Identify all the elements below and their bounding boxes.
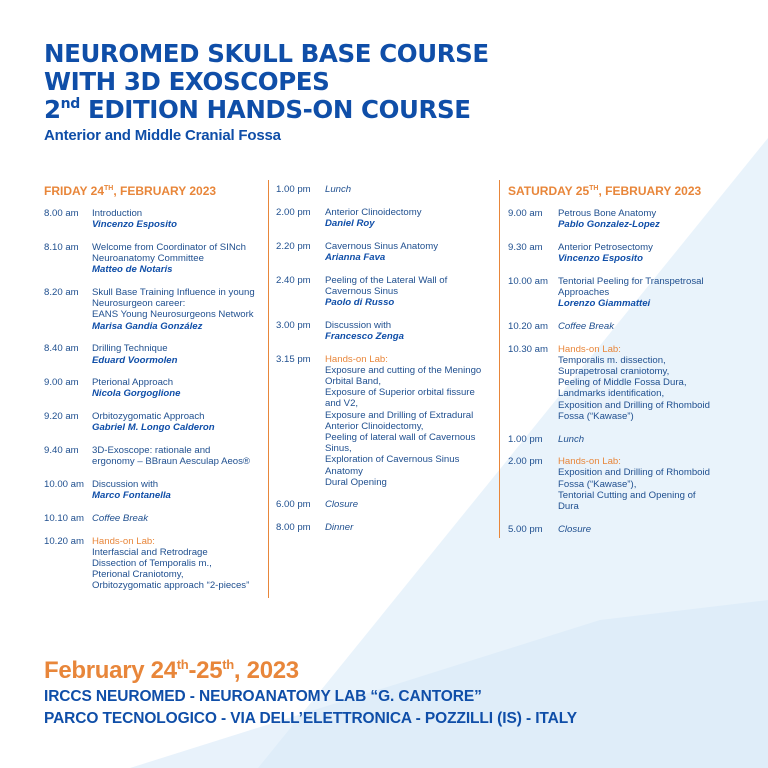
schedule-item bbox=[508, 456, 730, 512]
event-dates bbox=[44, 657, 299, 685]
schedule-details bbox=[558, 524, 730, 535]
schedule-break: Lunch bbox=[325, 184, 352, 195]
schedule-time: 2.40 pm bbox=[276, 274, 311, 286]
speaker-name: Vincenzo Esposito bbox=[558, 253, 643, 265]
schedule-time: 9.20 am bbox=[44, 411, 79, 423]
speaker-name: Eduard Voormolen bbox=[92, 354, 178, 366]
schedule-item bbox=[276, 320, 498, 342]
friday-header-day: FRIDAY 24 bbox=[44, 184, 105, 198]
schedule-time: 3.00 pm bbox=[276, 319, 311, 331]
schedule-topic-line: Dissection of Temporalis m., bbox=[92, 557, 212, 569]
schedule-item bbox=[44, 208, 266, 230]
schedule-time: 8.40 am bbox=[44, 343, 79, 355]
hands-on-label: Hands-on Lab: bbox=[325, 353, 388, 365]
schedule-time: 10.20 am bbox=[508, 320, 549, 332]
schedule-details bbox=[558, 276, 730, 310]
schedule-topic-line: Peeling of lateral wall of Cavernous bbox=[325, 431, 476, 443]
schedule-topic-line: Orbitozygomatic approach “2-pieces” bbox=[92, 580, 250, 592]
schedule-topic-line: Petrous Bone Anatomy bbox=[558, 208, 657, 219]
schedule-details bbox=[92, 445, 266, 467]
schedule-topic-line: Discussion with bbox=[325, 319, 392, 331]
title-line-2: WITH 3D EXOSCOPES bbox=[44, 67, 330, 96]
venue-line-1: IRCCS NEUROMED - NEUROANATOMY LAB “G. CANTORE” bbox=[44, 688, 482, 705]
schedule-topic-line: Drilling Technique bbox=[92, 343, 168, 355]
schedule-topic-line: Exposure of Superior orbital fissure bbox=[325, 387, 475, 399]
course-title bbox=[44, 40, 489, 124]
speaker-name: Pablo Gonzalez-Lopez bbox=[558, 219, 660, 231]
schedule-time: 9.00 am bbox=[44, 377, 79, 389]
saturday-header-sup: TH bbox=[589, 185, 599, 192]
schedule-topic-line: Anterior Clinoidectomy, bbox=[325, 420, 424, 432]
schedule-item bbox=[508, 434, 730, 445]
schedule-details bbox=[92, 242, 266, 276]
speaker-name: Paolo di Russo bbox=[325, 296, 395, 308]
schedule-topic-line: Orbital Band, bbox=[325, 375, 381, 387]
saturday-header-month: , FEBRUARY 2023 bbox=[598, 184, 702, 198]
schedule-details bbox=[325, 184, 498, 195]
schedule-time: 10.10 am bbox=[44, 512, 85, 524]
speaker-name: Matteo de Notaris bbox=[92, 264, 173, 276]
schedule-topic-line: and V2, bbox=[325, 398, 359, 410]
schedule-time: 8.10 am bbox=[44, 241, 79, 253]
schedule-topic-line: Sinus, bbox=[325, 443, 352, 455]
schedule-topic-line: Exposition and Drilling of Rhomboid bbox=[558, 467, 710, 479]
schedule-details bbox=[92, 287, 266, 332]
schedule-details bbox=[92, 513, 266, 524]
schedule-details bbox=[92, 343, 266, 365]
schedule-time: 8.00 am bbox=[44, 208, 79, 219]
speaker-name: Daniel Roy bbox=[325, 217, 375, 229]
date-end-sup: th bbox=[222, 657, 234, 672]
schedule-details bbox=[558, 208, 730, 230]
speaker-name: Vincenzo Esposito bbox=[92, 219, 177, 231]
edition-ordinal: nd bbox=[60, 95, 80, 112]
schedule-item bbox=[276, 354, 498, 488]
schedule-item bbox=[44, 445, 266, 467]
title-line-3 bbox=[44, 96, 489, 124]
schedule-break: Closure bbox=[325, 499, 359, 511]
schedule-details bbox=[92, 536, 266, 592]
schedule-topic-line: Suprapetrosal craniotomy, bbox=[558, 366, 670, 378]
schedule-details bbox=[92, 479, 266, 501]
schedule-item bbox=[276, 184, 498, 195]
schedule-time: 10.20 am bbox=[44, 535, 85, 547]
schedule-break: Dinner bbox=[325, 522, 354, 534]
friday-header-sup: TH bbox=[104, 185, 114, 192]
speaker-name: Arianna Fava bbox=[325, 251, 386, 263]
schedule-time: 8.20 am bbox=[44, 287, 79, 299]
friday-header bbox=[44, 180, 266, 208]
schedule-topic-line: Anatomy bbox=[325, 465, 363, 477]
schedule-time: 2.00 pm bbox=[276, 206, 311, 218]
schedule-details bbox=[558, 242, 730, 264]
schedule-break: Lunch bbox=[558, 433, 585, 445]
schedule-topic-line: Pterional Craniotomy, bbox=[92, 569, 184, 581]
schedule-details bbox=[325, 241, 498, 263]
schedule-topic-line: Skull Base Training Influence in young bbox=[92, 287, 255, 299]
schedule-topic-line: Temporalis m. dissection, bbox=[558, 354, 666, 366]
schedule-item bbox=[44, 479, 266, 501]
edition-text: EDITION HANDS-ON COURSE bbox=[79, 95, 471, 124]
schedule-topic-line: Landmarks identification, bbox=[558, 388, 665, 400]
schedule-break: Coffee Break bbox=[92, 512, 148, 524]
schedule-topic-line: Exposition and Drilling of Rhomboid bbox=[558, 399, 710, 411]
schedule-details bbox=[558, 321, 730, 332]
schedule-topic-line: Dura bbox=[558, 501, 579, 513]
schedule-details bbox=[325, 499, 498, 510]
schedule-time: 10.00 am bbox=[44, 478, 85, 490]
schedule-topic-line: Welcome from Coordinator of SINch bbox=[92, 241, 246, 253]
column-divider-right bbox=[499, 180, 500, 538]
schedule-item bbox=[44, 242, 266, 276]
schedule-details bbox=[325, 320, 498, 342]
schedule-item bbox=[276, 522, 498, 533]
venue-line-2: PARCO TECNOLOGICO - VIA DELL’ELETTRONICA - POZZILLI (IS) - ITALY bbox=[44, 710, 577, 727]
schedule-topic-line: Discussion with bbox=[92, 478, 159, 490]
schedule-topic-line: EANS Young Neurosurgeons Network bbox=[92, 309, 254, 321]
schedule-topic-line: ergonomy – BBraun Aesculap Aeos® bbox=[92, 456, 251, 468]
schedule-topic-line: Peeling of the Lateral Wall of bbox=[325, 274, 448, 286]
date-year: , 2023 bbox=[233, 657, 299, 684]
schedule-item bbox=[508, 276, 730, 310]
schedule-details bbox=[92, 411, 266, 433]
date-start-sup: th bbox=[176, 657, 189, 672]
schedule-item bbox=[276, 275, 498, 309]
title-line-1: NEUROMED SKULL BASE COURSE bbox=[44, 39, 489, 68]
schedule-topic-line: Fossa (“Kawase”) bbox=[558, 410, 634, 422]
friday-column bbox=[44, 180, 266, 603]
friday-afternoon-column bbox=[276, 180, 498, 545]
schedule-item bbox=[44, 536, 266, 592]
hands-on-label: Hands-on Lab: bbox=[558, 456, 621, 468]
schedule-details bbox=[558, 434, 730, 445]
schedule-details bbox=[325, 354, 498, 488]
schedule-topic-line: Tentorial Cutting and Opening of bbox=[558, 489, 696, 501]
schedule-topic-line: Anterior Petrosectomy bbox=[558, 241, 653, 253]
schedule-item bbox=[276, 207, 498, 229]
speaker-name: Lorenzo Giammattei bbox=[558, 298, 651, 310]
speaker-name: Nicola Gorgoglione bbox=[92, 388, 181, 400]
schedule-details bbox=[325, 207, 498, 229]
schedule-details bbox=[92, 377, 266, 399]
schedule-topic-line: Cavernous Sinus Anatomy bbox=[325, 240, 439, 252]
schedule-time: 1.00 pm bbox=[276, 184, 311, 195]
schedule-time: 3.15 pm bbox=[276, 353, 311, 365]
schedule-time: 9.00 am bbox=[508, 208, 543, 219]
schedule-topic-line: Exposure and Drilling of Extradural bbox=[325, 409, 474, 421]
schedule-topic-line: Pterional Approach bbox=[92, 377, 174, 389]
schedule-item bbox=[508, 344, 730, 422]
saturday-header-day: SATURDAY 25 bbox=[508, 184, 590, 198]
schedule-topic-line: Neurosurgeon career: bbox=[92, 298, 186, 310]
schedule-details bbox=[325, 522, 498, 533]
hands-on-label: Hands-on Lab: bbox=[92, 535, 155, 547]
schedule-topic-line: Fossa (“Kawase”), bbox=[558, 478, 637, 490]
schedule-item bbox=[508, 524, 730, 535]
speaker-name: Marisa Gandia González bbox=[92, 320, 203, 332]
schedule-item bbox=[44, 377, 266, 399]
edition-number: 2 bbox=[44, 95, 61, 124]
friday-header-month: , FEBRUARY 2023 bbox=[113, 184, 217, 198]
schedule-item bbox=[508, 321, 730, 332]
schedule-topic-line: 3D-Exoscope: rationale and bbox=[92, 445, 211, 457]
hands-on-label: Hands-on Lab: bbox=[558, 343, 621, 355]
schedule-item bbox=[44, 513, 266, 524]
schedule-break: Closure bbox=[558, 523, 592, 535]
schedule-item bbox=[44, 411, 266, 433]
speaker-name: Francesco Zenga bbox=[325, 330, 404, 342]
schedule-time: 5.00 pm bbox=[508, 523, 543, 535]
schedule-topic-line: Dural Opening bbox=[325, 476, 387, 488]
schedule-time: 2.20 pm bbox=[276, 240, 311, 252]
speaker-name: Gabriel M. Longo Calderon bbox=[92, 422, 215, 434]
schedule-time: 10.30 am bbox=[508, 343, 549, 355]
schedule-time: 8.00 pm bbox=[276, 522, 311, 534]
saturday-header bbox=[508, 180, 730, 208]
schedule-time: 9.30 am bbox=[508, 241, 543, 253]
schedule-details bbox=[325, 275, 498, 309]
date-end: -25 bbox=[188, 657, 223, 684]
column-divider-left bbox=[268, 180, 269, 598]
schedule-topic-line: Interfascial and Retrodrage bbox=[92, 546, 208, 558]
schedule-topic-line: Exploration of Cavernous Sinus bbox=[325, 454, 460, 466]
schedule-details bbox=[558, 456, 730, 512]
schedule-item bbox=[508, 242, 730, 264]
schedule-item bbox=[44, 287, 266, 332]
speaker-name: Marco Fontanella bbox=[92, 490, 171, 502]
schedule-time: 1.00 pm bbox=[508, 433, 543, 445]
schedule-topic-line: Introduction bbox=[92, 208, 143, 219]
schedule-topic-line: Exposure and cutting of the Meningo bbox=[325, 364, 482, 376]
schedule-topic-line: Peeling of Middle Fossa Dura, bbox=[558, 377, 687, 389]
schedule-item bbox=[276, 241, 498, 263]
schedule-details bbox=[92, 208, 266, 230]
schedule-time: 9.40 am bbox=[44, 445, 79, 457]
schedule-topic-line: Anterior Clinoidectomy bbox=[325, 206, 422, 218]
schedule-topic-line: Cavernous Sinus bbox=[325, 285, 399, 297]
schedule-item bbox=[44, 343, 266, 365]
schedule-time: 10.00 am bbox=[508, 275, 549, 287]
schedule-topic-line: Orbitozygomatic Approach bbox=[92, 411, 205, 423]
schedule-topic-line: Approaches bbox=[558, 287, 610, 299]
schedule-topic-line: Tentorial Peeling for Transpetrosal bbox=[558, 275, 704, 287]
schedule-break: Coffee Break bbox=[558, 320, 614, 332]
saturday-column bbox=[508, 180, 730, 546]
schedule-details bbox=[558, 344, 730, 422]
schedule-time: 2.00 pm bbox=[508, 456, 543, 468]
date-start: February 24 bbox=[44, 657, 177, 684]
schedule-item bbox=[508, 208, 730, 230]
schedule-time: 6.00 pm bbox=[276, 499, 311, 511]
schedule-topic-line: Neuroanatomy Committee bbox=[92, 253, 204, 265]
schedule-item bbox=[276, 499, 498, 510]
course-subtitle: Anterior and Middle Cranial Fossa bbox=[44, 127, 281, 144]
